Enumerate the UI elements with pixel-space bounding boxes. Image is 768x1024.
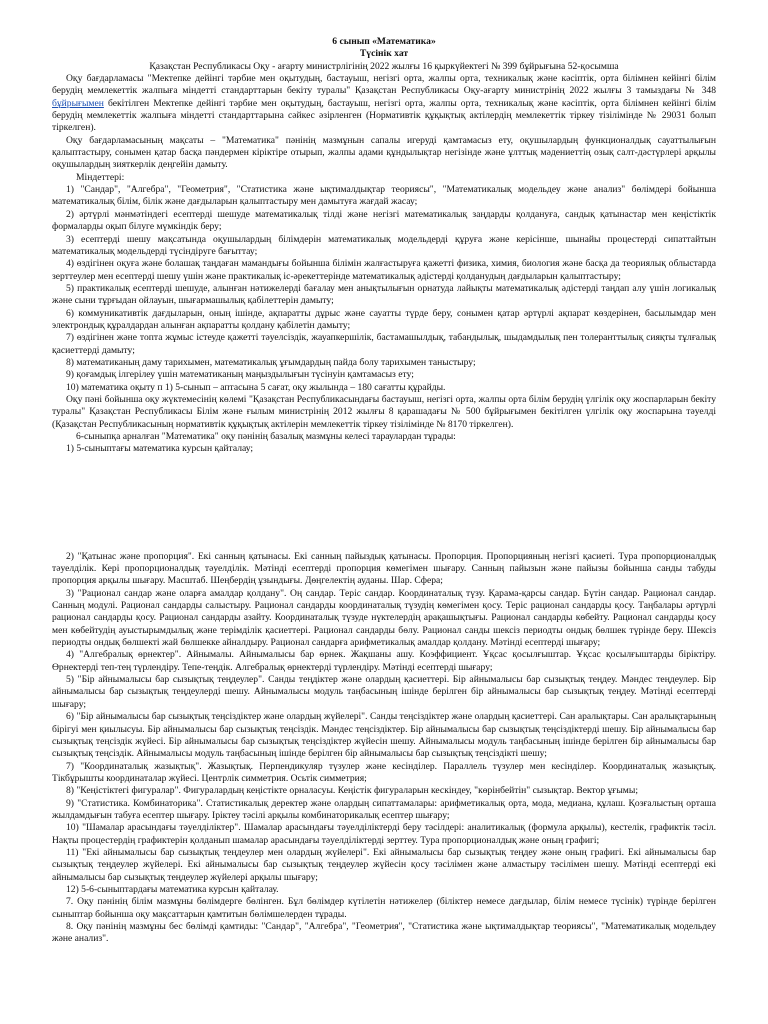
section-item: 10) "Шамалар арасындағы тәуелділіктер". Шамалар арасындағы тәуелділіктерді беру тәсілдері: аналитикалық (формула арқылы), кестелік, графиктік тәсіл. Нақты процестердің графиктерін қолданып шамалар арасындағы тәуелділіктерді зерттеу. Тура пропорционалдық және оның графигі; [52,822,716,846]
intro-text-before-link: Оқу бағдарламасы "Мектепке дейінгі тәрбие мен оқытудың, бастауыш, негізгі орта, жалпы орта, техникалық және кәсіптік, орта білімнен кейінгі білім берудің мемлекеттік жалпыға міндетті стандарттарын бекіту туралы" Қазақстан Республикасы Оқу-ағарту министрінің 2022 жылғы 3 тамыздағы № 348 [52,73,716,97]
task-item: 9) қоғамдық ілгерілеу үшін математиканың маңыздылығын түсінуін қамтамасыз ету; [66,369,414,381]
task-item: 3) есептерді шешу мақсатында оқушылардың білімдерін математикалық модельдерді құруға және керісінше, шынайы процестерді сипаттайтын математикалық модельдерді түсіндіруге бағыттау; [52,233,716,257]
document-page [52,36,716,1020]
document-title: 6 сынып «Математика» [332,36,436,47]
closing-paragraph: 7. Оқу пәнінің білім мазмұны бөлімдерге бөлінген. Бұл бөлімдер күтілетін нәтижелер (біліктер немесе дағдылар, білім немесе түсінік) түрінде берілген сыныптар бойынша оқу мақсаттарын қамтитын бөлімшелерден тұрады. [52,896,716,920]
task-item: 1) "Сандар", "Алгебра", "Геометрия", "Статистика және ықтималдықтар теориясы", "Математикалық модельдеу және анализ" бөлімдері бойынша математикалық білім, білік және дағдыларын қалыптастыру мен дамытуға жағдай жасау; [52,184,716,208]
section-item: 4) "Алгебралық өрнектер". Айнымалы. Айнымалысы бар өрнек. Жақшаны ашу. Коэффициент. Ұқсас қосылғыштар. Ұқсас қосылғыштарды біріктіру. Өрнектерді теп-тең түрлендіру. Тепе-теңдік. Алгебралық өрнектерді түрлендіру. Мәтінді есептерді шығару; [52,649,716,673]
section-item: 5) "Бір айнымалысы бар сызықтық теңдеулер". Санды теңдіктер және олардың қасиеттері. Бір айнымалысы бар сызықтық теңдеу. Мәндес теңдеулер. Бір айнымалысы бар сызықтық теңдеулерді шешу. Айнымалысы модуль таңбасының ішінде берілген бір айнымалысы бар сызықтық теңдеу. Мәтінді есептерді шығару; [52,674,716,710]
section-item: 7) "Координаталық жазықтық". Жазықтық. Перпендикуляр түзулер және кесінділер. Параллель түзулер мен кесінділер. Координаталық жазықтық. Тікбұрышты координаталар жүйесі. Центрлік симметрия. Осьтік симметрия; [52,760,716,784]
intro-paragraph-2: Оқу бағдарламасының мақсаты – "Математика" пәнінің мазмұнын сапалы игеруді қамтамасыз ету, оқушылардың функционалдық сауаттылығын қалыптастыру, сонымен қатар басқа пәндермен кіріктіре отырып, жалпы адами құндылықтар негізінде және ұлттық мәдениеттің озық салт-дәстүрлері арқылы оқушылардың зияткерлік деңгейін дамыту. [52,134,716,171]
section-item: 8) "Кеңістіктегі фигуралар". Фигуралардың кеңістікте орналасуы. Кеңістік фигураларын кескіндеу, "көрінбейтін" сызықтар. Вектор ұғымы; [66,785,638,797]
section-item: 6) "Бір айнымалысы бар сызықтық теңсіздіктер және олардың жүйелері". Санды теңсіздіктер және олардың қасиеттері. Сан аралықтары. Сан аралықтарының бірігуі мен қиылысуы. Бір айнымалысы бар сызықтық теңсіздік. Мәндес теңсіздіктер. Бір айнымалысы бар сызықтық теңсіздіктерді шешу. Бір айнымалысы бар сызықтық теңсіздік жүйесі. Бір айнымалысы бар сызықтық теңсіздіктер жүйесін шешу. Айнымалысы модуль таңбасының ішінде берілген бір айнымалысы бар сызықтық теңсіздік. Айнымалысы модуль таңбасының ішінде берілген бір айнымалысы бар сызықтық теңсіздікті шешу; [52,711,716,760]
task-item: 6) коммуникативтік дағдыларын, оның ішінде, ақпаратты дұрыс және сауатты түрде беру, сонымен қатар әртүрлі ақпарат көздерінен, басылымдар мен электрондық құралдардан алынған ақпаратты қолдану қабілетін дамыту; [52,307,716,331]
order-link[interactable]: бұйрығымен [52,97,104,109]
content-intro: 6-сыныпқа арналған "Математика" оқу пәнінің базалық мазмұны келесі тараулардан тұрады: [76,431,456,442]
section-item: 1) 5-сыныптағы математика курсын қайталау; [66,443,254,455]
intro-paragraph-1 [52,73,716,135]
blank-gap [52,456,716,551]
annex-note: Қазақстан Республикасы Оқу - ағарту министрлігінің 2022 жылғы 16 қыркүйектегі № 399 бұйрығына 52-қосымша [149,60,619,72]
task-item: 4) өздігінен оқуға және болашақ таңдаған мамандығы бойынша білімін жалғастыруға қажетті физика, химия, биология және басқа да теориялық облыстарда зерттеулер мен есептерді шешу үшін және практикалық іс-әрекеттерінде математикалық әдістерді қолданудың дағдыларын қалыптастыру; [52,258,716,282]
section-item: 3) "Рационал сандар және оларға амалдар қолдану". Оң сандар. Теріс сандар. Координаталық түзу. Қарама-қарсы сандар. Бүтін сандар. Рационал сандар. Санның модулі. Рационал сандарды салыстыру. Рационал сандарды координаталық түзудің көмегімен қосу. Теріс рационал сандарды қосу. Таңбалары әртүрлі рационал сандарды қосу. Рационал сандарды азайту. Координаталық түзуде нүктелердің арақашықтығы. Рационал сандарды көбейту. Рационал сандарды қосу мен көбейтудің ауыстырымдылық және терімділік қасиеттері. Рационал сандарды бөлу. Рационал санды шексіз периодты ондық бөлшек түрінде беру. Шексіз периодты ондық бөлшекті жай бөлшекке айналдыру. Рационал сандарға арифметикалық амалдар қолдану. Мәтінді есептерді шығару; [52,587,716,649]
task-item: 5) практикалық есептерді шешуде, алынған нәтижелерді бағалау мен анықтылығын орнатуда лайықты математикалық әдістерді таңдап алу үшін логикалық және сыни тұрғыдан ойлауын, шығармашылық қабілеттерін дамыту; [52,282,716,307]
workload-paragraph: Оқу пәні бойынша оқу жүктемесінің көлемі "Қазақстан Республикасындағы бастауыш, негізгі орта, жалпы орта білім берудің үлгілік оқу жоспарларын бекіту туралы" Қазақстан Республикасы Білім және ғылым министрінің 2012 жылғы 8 қарашадағы № 500 бұйрығымен бекітілген үлгілік оқу жоспарына тәуелді (Қазақстан Республикасының нормативтік құқықтық актілерін мемлекеттік тіркеу тізілімінде № 8170 тіркелген). [52,393,716,430]
section-item: 2) "Қатынас және пропорция". Екі санның қатынасы. Екі санның пайыздық қатынасы. Пропорция. Пропорцияның негізгі қасиеті. Тура пропорционалдық тәуелділік. Кері пропорционалдық тәуелділік. Мәтінді есептерді пропорция көмегімен шығару. Санның пайызын және пайызы бойынша санды табуды пропорция арқылы шығару. Масштаб. Шеңбердің ұзындығы. Дөңгелектің ауданы. Шар. Сфера; [52,550,716,587]
section-item: 12) 5-6-сыныптардағы математика курсын қайталау. [66,883,279,895]
task-item: 7) өздігінен және топта жұмыс істеуде қажетті тәуелсіздік, жауапкершілік, бастамашылдық, табандылық, шыдамдылық пен толеранттылық сияқты тұлғалық қасиеттерді дамыту; [52,332,716,356]
task-item: 2) әртүрлі мәнмәтіндегі есептерді шешуде математикалық тілді және негізгі математикалық заңдарды қолдануға, сандық қатынастар мен кеңістіктік формаларды оқып білуге мүмкіндік беру; [52,208,716,233]
document-subtitle: Түсінік хат [359,48,409,60]
tasks-label: Міндеттері: [76,171,125,183]
task-item: 8) математиканың даму тарихымен, математикалық ұғымдардың пайда болу тарихымен таныстыру; [66,356,476,368]
closing-paragraph: 8. Оқу пәнінің мазмұны бес бөлімді қамтиды: "Сандар", "Алгебра", "Геометрия", "Статистика және ықтималдықтар теориясы", "Математикалық модельдеу және анализ". [52,921,716,945]
task-item: 10) математика оқыту п 1) 5-сынып – аптасына 5 сағат, оқу жылында – 180 сағатты құрайды. [66,381,446,393]
intro-text-after-link: бекітілген Мектепке дейінгі тәрбие мен оқытудың, бастауыш, негізгі орта, жалпы орта, техникалық және кәсіптік, орта білімнен кейінгі білім берудің мемлекеттік жалпыға міндетті стандарттарына сәйкес әзірленген (Нормативтік құқықтық актілердің мемлекеттік тіркеу тізілімінде № 29031 болып тіркелген). [52,97,716,134]
section-item: 11) "Екі айнымалысы бар сызықтық теңдеулер мен олардың жүйелері". Екі айнымалысы бар сызықтық теңдеу және оның графигі. Екі айнымалысы бар сызықтық теңдеулер жүйелері. Екі айнымалысы бар сызықтық теңдеулер жүйесін қосу тәсілімен және алмастыру тәсілімен шешу. Мәтінді есептерді екі айнымалысы бар сызықтық теңдеулер жүйелері арқылы шығару; [52,846,716,883]
section-item: 9) "Статистика. Комбинаторика". Статистикалық деректер және олардың сипаттамалары: арифметикалық орта, мода, медиана, құлаш. Қозғалыстың орташа жылдамдығын табуға есептер шығару. Іріктеу тәсілі арқылы комбинаторикалық есептер шығару; [52,797,716,821]
